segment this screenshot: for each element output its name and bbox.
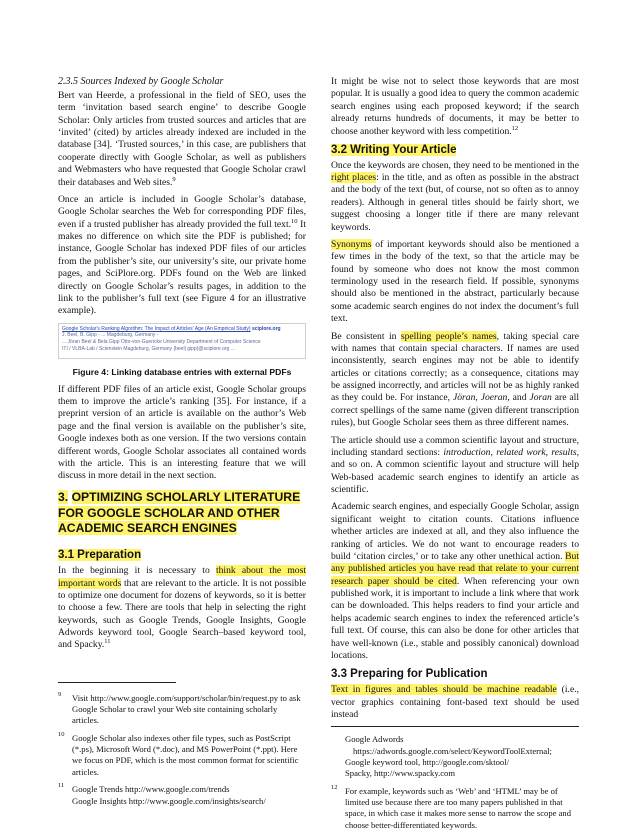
paragraph-text: are all correct spellings of the same name (given different transcription rules), but Google Scholar sees them as three different names. — [331, 392, 579, 429]
footnote-ref: 12 — [511, 124, 519, 132]
paragraph-text: . When referencing your own published work, it is important to include a link where that work can be downloaded. This helps readers to find your article and helps academic search engines to index the referenced article’s full text. Of course, this can also be done for other articles that have well-known (i.e., stable and possibly canonical) download locations. — [331, 575, 579, 661]
paragraph: If different PDF files of an article exist, Google Scholar groups them to improve the article’s ranking [35]. For instance, if a preprint version of an article is available on the author’s Web page and the final version is available on the publisher’s site, Google indexes both as one version. If the two versions contain different words, Google Scholar associates all contained words with the article. This is an interesting feature that we will discuss in more detail in the next section. — [58, 383, 306, 482]
paragraph — [331, 76, 579, 138]
italic-term: introduction — [443, 446, 491, 458]
section-title: 3.1 Preparation — [58, 549, 142, 562]
paragraph-text: Academic search engines, and especially Google Scholar, assign significant weight to citation counts. Citations influence whether articles are indexed at all, and they also influence the ranking of articles. We do not want to encourage readers to build ‘citation circles,’ or to take any other unethical action. — [331, 501, 579, 562]
section-heading-3-2 — [331, 143, 579, 158]
paragraph-text: It might be wise not to select those keywords that are most popular. It is usually a good idea to query the common academic search engines using each proposed keyword; if the search already returns hundreds of documents, it may be better to choose another keyword with less competition. — [331, 76, 579, 137]
paragraph-text: of important keywords should also be mentioned a few times in the body of the text, so that the article may be found by someone who does not know the most common terminology used in the research field. If possible, synonyms should also be mentioned in the abstract, particularly because some academic search engines do not index the document’s full text. — [331, 238, 579, 325]
footnote-11-continued — [331, 734, 579, 779]
highlighted-text: spelling people’s names — [400, 330, 497, 342]
footnote-ref: 9 — [172, 175, 176, 183]
paragraph-text: , taking special care with names that contain special characters. If names are used inconsistently, search engines may not be able to identify articles or citations correctly; as a consequence, citations may be assigned incorrectly, and articles will not be as highly ranked as they could be. For instance, — [331, 330, 580, 404]
footnote-11 — [58, 784, 306, 807]
footnote-text: Google keyword tool, http://google.com/sktool/ — [345, 756, 509, 767]
paragraph-text: In the beginning it is necessary to — [58, 565, 216, 577]
figure-result-pdf-tag: sciplore.org — [251, 325, 281, 332]
paragraph-text: Be consistent in — [331, 330, 401, 342]
paragraph — [331, 239, 579, 326]
figure-result-snippet-1: ... Jöran Beel & Bela Gipp Otto-von-Guericke University Department of Computer Science — [62, 339, 261, 346]
left-column — [58, 76, 306, 813]
highlighted-text: think about the most important words — [58, 565, 306, 589]
section-heading-3-3: 3.3 Preparing for Publication — [331, 668, 488, 681]
paragraph-text: , — [490, 446, 497, 458]
footnote-divider — [331, 726, 579, 727]
paragraph-text: that are relevant to the article. It is not possible to optimize one document for dozens of keywords, so it is better to choose a few. There are tools that help in selecting the right keywords, such as Google Trends, Google Insights, Google Adwords keyword tool, Google Search–based keyword tool, and Spacky. — [58, 577, 306, 651]
footnote-ref: 10 — [291, 217, 298, 225]
paragraph-text: (i.e., vector graphics containing font-based text should be used instead — [331, 684, 579, 720]
italic-name: Joran — [529, 392, 552, 404]
figure-result-title: Google Scholar's Ranking Algorithm: The Impact of Articles' Age (An Empirical Study) — [62, 325, 251, 332]
footnote-number: 12 — [331, 783, 338, 791]
footnote-9 — [58, 690, 306, 727]
footnote-text: Spacky, http://www.spacky.com — [345, 768, 456, 779]
paragraph-text: , — [475, 392, 481, 404]
footnote-12 — [331, 783, 579, 831]
paragraph — [331, 684, 579, 721]
footnote-text: For example, keywords such as ‘Web’ and ‘HTML’ may be of limited use because there are too many papers published in that space, in which case it makes more sense to narrow the scope and choose better-differentiated keywords. — [345, 785, 571, 830]
paragraph-text: : in the title, and as often as possible in the abstract and the body of the text (but, of course, not so often as to annoy readers). Although in general titles should be fairly short, we suggest choosing a longer title if there are many relevant keywords. — [331, 172, 579, 233]
footnote-text: Google Scholar also indexes other file types, such as PostScript (*.ps), Microsoft Word (*.doc), and MS PowerPoint (*.ppt). Here we focus on PDF, which is the most common format for scientific articles. — [72, 732, 299, 777]
paragraph-text: Bert van Heerde, a professional in the field of SEO, uses the term ‘invitation based search engine’ to describe Google Scholar: Only articles from trusted sources and articles that are ‘invited’ (cited) by articles already indexed are included in the database [34]. ‘Trusted sources,’ in this case, are publishers that cooperate directly with Google Scholar, as well as publishers and Webmasters who have requested that Google Scholar crawl their databases and Web sites. — [58, 89, 306, 188]
footnote-text: https://adwords.google.com/select/KeywordToolExternal; — [353, 745, 552, 756]
paragraph — [58, 565, 306, 652]
footnote-text: Google Adwords — [345, 734, 404, 745]
figure-result-snippet-2: ITI / VLBA-Lab / Scienstein Magdeburg, Germany {beel| gipp}@sciplore.org ... — [62, 345, 235, 352]
footnote-text: Visit http://www.google.com/support/scholar/bin/request.py to ask Google Scholar to crawl your Web site containing scholarly articles. — [72, 692, 301, 726]
paragraph-text: , and — [507, 392, 530, 404]
paragraph-text: Once the keywords are chosen, they need to be mentioned in the — [331, 159, 579, 171]
paragraph — [331, 331, 579, 430]
footnote-text: Google Trends http://www.google.com/trends — [72, 784, 230, 795]
paragraph — [331, 501, 579, 662]
figure-4-screenshot — [58, 323, 306, 359]
right-column — [331, 76, 579, 837]
section-title: OPTIMIZING SCHOLARLY LITERATURE FOR GOOGLE SCHOLAR AND OTHER ACADEMIC SEARCH ENGINES — [58, 489, 301, 536]
italic-term: related work — [496, 446, 546, 458]
italic-term: results — [551, 446, 577, 458]
section-number: 3. — [58, 489, 69, 504]
section-heading-3 — [58, 490, 306, 538]
footnote-number: 11 — [58, 782, 65, 790]
figure-result-authors: J. Beel, B. Gipp - ... Magdeburg, Germany - — [62, 332, 159, 339]
figure-caption: Figure 4: Linking database entries with external PDFs — [72, 366, 292, 377]
paragraph-text: Once an article is included in Google Scholar’s database, Google Scholar searches the Web for corresponding PDF files, even if a trusted publisher has already provided the full text. — [58, 193, 306, 230]
paragraph-text: The article should use a common scientific layout and structure, including standard sections: — [331, 434, 579, 458]
paragraph-text: , and so on. A common scientific layout and structure will help Web-based academic search engines to identify an article as scientific. — [331, 446, 580, 496]
paragraph — [58, 90, 306, 189]
highlighted-text: Text in figures and tables should be machine readable — [331, 684, 557, 696]
highlighted-text: But any published articles you have read that relate to your current research paper should be cited — [331, 550, 579, 587]
footnote-number: 10 — [58, 730, 65, 738]
italic-name: Joeran — [480, 392, 508, 404]
paragraph — [331, 160, 579, 234]
footnote-ref: 11 — [104, 638, 111, 646]
section-subheading-2-3-5: 2.3.5 Sources Indexed by Google Scholar — [58, 76, 224, 87]
highlighted-text: right places — [331, 172, 377, 184]
footnote-10 — [58, 730, 306, 778]
highlighted-text: Synonyms — [331, 238, 372, 250]
paragraph — [58, 194, 306, 318]
footnote-number: 9 — [58, 690, 62, 698]
footnote-divider — [58, 682, 176, 683]
paragraph — [331, 435, 579, 497]
section-title: 3.2 Writing Your Article — [331, 143, 457, 156]
paragraph-text: , — [545, 446, 552, 458]
section-heading-3-1 — [58, 548, 306, 563]
footnote-text: Google Insights http://www.google.com/insights/search/ — [72, 795, 266, 806]
paragraph-text: It makes no difference on which site the PDF is published; for instance, Google Scholar has indexed PDF files of our articles from the publisher’s site, our university’s site, our private home pages, and SciPlore.org. PDFs found on the Web are linked directly on Google Scholar’s results pages, in addition to the link to the publisher’s full text (see Figure 4 for an illustrative example). — [58, 218, 306, 317]
italic-name: Jöran — [452, 392, 476, 404]
